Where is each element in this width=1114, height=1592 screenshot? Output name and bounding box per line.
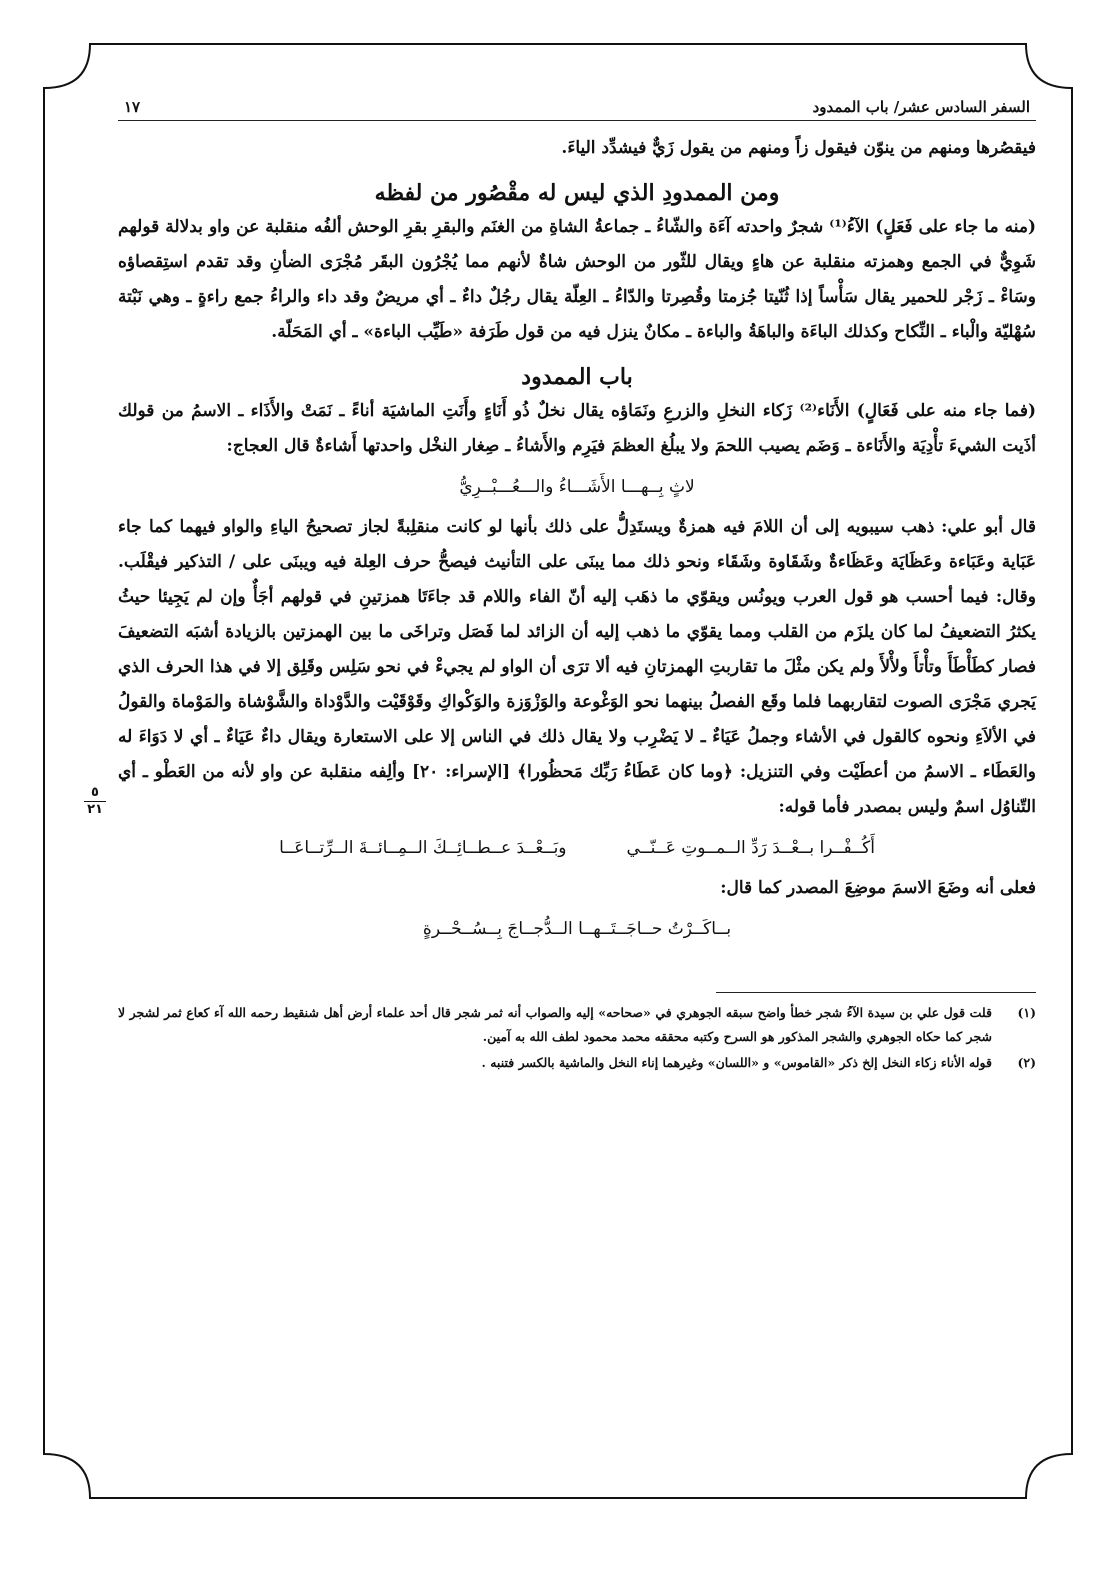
section2-paragraph-1: (فما جاء منه على فَعَالٍ) الأَنَاء⁽²⁾ زَكاء النخلِ والزرعِ ونَمَاؤه يقال نخلٌ ذُو أَنَاءٍ وأَنَتِ الماشيَة أناءً ـ نَمَتْ والأَذَاء ـ الاسمُ من قولك أذَيت الشيءَ تأْدِيَة والأَنَاءة ـ وَضَم يصيب اللحمَ ولا يبلُغ العظمَ فيَرِم والأَشاءُ ـ صِغار النخْل واحدتها أَشاءةٌ قال العجاج: — [118, 401, 1036, 456]
couplet-first-hemistich: أَكُــفْــرا بــعْــدَ رَدِّ الــمــوتِ عَــنّــي — [626, 838, 875, 858]
footnote — [118, 1001, 1036, 1049]
footnote-number: (٢) — [1017, 1055, 1036, 1070]
footnote-text: قوله الأناء زكاء النخل إلخ ذكر «القاموس» و «اللسان» وغيرهما إناء النخل والماشية بالكسر فتنبه . — [481, 1055, 992, 1070]
footnote-text: قلت قول علي بن سيدة الآءُ شجر خطأ واضح سبقه الجوهري في «صحاحه» إليه والصواب أنه ثمر شجر قال أحد علماء أرض أهل شنقيط رحمه الله آء كعاع ثمر لشجر لا شجر كما حكاه الجوهري والشجر المذكور هو السرح وكتبه محققه محمد محمود لطف الله به آمين. — [118, 1005, 992, 1044]
footnote-rule — [716, 992, 1036, 993]
section-heading-2: باب الممدود — [521, 364, 633, 390]
margin-ref-bottom: ٢١ — [87, 802, 103, 817]
margin-ref-top: ٥ — [91, 785, 99, 800]
abu-ali-text: ذهب سيبويه إلى أن اللامَ فيه همزةٌ ويستَدِلُّ على ذلك بأنها لو كانت منقلِبةً لجاز تصحيحُ الياءِ والواو فيهما كما جاء عَبَاية وعَبَاءة وعَظَايَة وعَظَاءةٌ وشَقَاوة وشَقَاء ونحو ذلك مما يبنَى على التأنيث فيصحُّ حرف العِلة فيه ويبنَى على / التذكير فيقْلَب. وقال: فيما أحسب هو قول العرب ويونُس ويقوّي ما ذهَب إليه أنّ الفاء واللام قد جاءَتَا همزتينِ في قولهم أجَأٌ وإن لم يَجِيئا حيثُ يكثرُ التضعيفُ لما كان يلزَم من القلب ومما يقوّي ما ذهب إليه أن الزائد لما فَصَل وتراخَى ما بين الهمزتين بالزيادة أشبَه التضعيفَ فصار كطَأْطَأَ وتأْتأَ ولأْلأَ ولم يكن مثْلَ ما تقاربتِ الهمزتانِ فيه ألا ترَى أن الواو لم يجيءْ في نحو سَلِس وقَلِق إلا في هذا الحرف الذي يَجري مَجْرَى الصوت لتقاربهما فلما وقَع الفصلُ بينهما نحو الوَغْوعة والوَزْوَزة والوَكْواكِ وقَوْقَيْت والدَّوْداة والشَّوْشاة والمَوْماة والقولُ في الألاَءِ ونحوه كالقول في الأشاء وجملُ عَيَاءٌ ـ لا يَضْرِب ولا يقال ذلك في الناس إلا على الاستعارة ويقال داءٌ عَيَاءٌ ـ أي لا دَوَاءَ له والعَطَاء ـ الاسمُ من أعطَيْت وفي التنزيل: ﴿وما كان عَطَاءُ رَبِّك مَحظُورا﴾ [الإسراء: ٢٠] وألِفه منقلبة عن واو لأنه من العَطْو ـ أي التّناوُل اسمٌ وليس بمصدر فأما قوله: — [118, 517, 1036, 817]
line-after-couplet: فعلى أنه وضَعَ الاسمَ موضِعَ المصدر كما قال: — [720, 878, 1036, 898]
margin-page-reference — [82, 786, 108, 817]
header-title: السفر السادس عشر/ باب الممدود — [812, 98, 1030, 116]
section2-paragraph-2 — [118, 510, 1036, 825]
header-rule — [118, 120, 1036, 121]
page-number: ١٧ — [124, 98, 141, 116]
couplet-second-hemistich: وبَــعْــدَ عــطــائِــكَ الــمِــائــةَ الــرِّتــاعَــا — [279, 838, 567, 858]
verse-1: لاثٍ بِــهـــا الأَشَـــاءُ والـــعُـــبْــرِيُّ — [459, 477, 695, 497]
footnote-number: (١) — [1017, 1005, 1036, 1020]
section-heading-1: ومن الممدودِ الذي ليس له مقْصُور من لفظه — [374, 180, 780, 206]
section1-paragraph: (منه ما جاء على فَعَلٍ) الآءُ⁽¹⁾ شجرٌ واحدته آءَة والشّاءُ ـ جماعةُ الشاةِ من الغنَم والبقرِ بقرِ الوحش ألفُه منقلبة عن واو بدلالة قولهم شَوِيٌّ في الجمع وهمزته منقلبة عن هاءٍ ويقال للثّور من الوحش شاةٌ لأنهم مما يُجْرُون البقَر مُجْرَى الضأنِ وقد تقدم استِقصاؤه وسَاءْ ـ زَجْر للحمير يقال سَأْساً إذا ثُنّيتا جُزمتا وقُصِرتا والدّاءُ ـ العِلّة يقال رجُلٌ داءٌ ـ أي مريضٌ وقد داء والراءُ جمع راءةٍ ـ وهي نَبْتة سُهْليّة والْباء ـ النِّكاح وكذلك الباءَة والباهَةُ والباءة ـ مكانٌ ينزل فيه من قول طَرَفة «طَيِّب الباءة» ـ أي المَحَلّة. — [118, 217, 1037, 342]
running-header — [118, 88, 1036, 120]
intro-line: فيقصُرها ومنهم من ينوّن فيقول زاً ومنهم من يقول زَيٌّ فيشدِّد الياءَ. — [561, 138, 1036, 158]
abu-ali-label: قال أبو علي: — [941, 517, 1036, 537]
footnote — [118, 1051, 1036, 1075]
page-content — [118, 88, 1036, 1077]
verse-2: بــاكَــرْتُ حــاجَــتَــهــا الــدُّجــاجَ بِــسُــحْــرةٍ — [422, 919, 732, 939]
verse-couplet — [118, 825, 1036, 871]
